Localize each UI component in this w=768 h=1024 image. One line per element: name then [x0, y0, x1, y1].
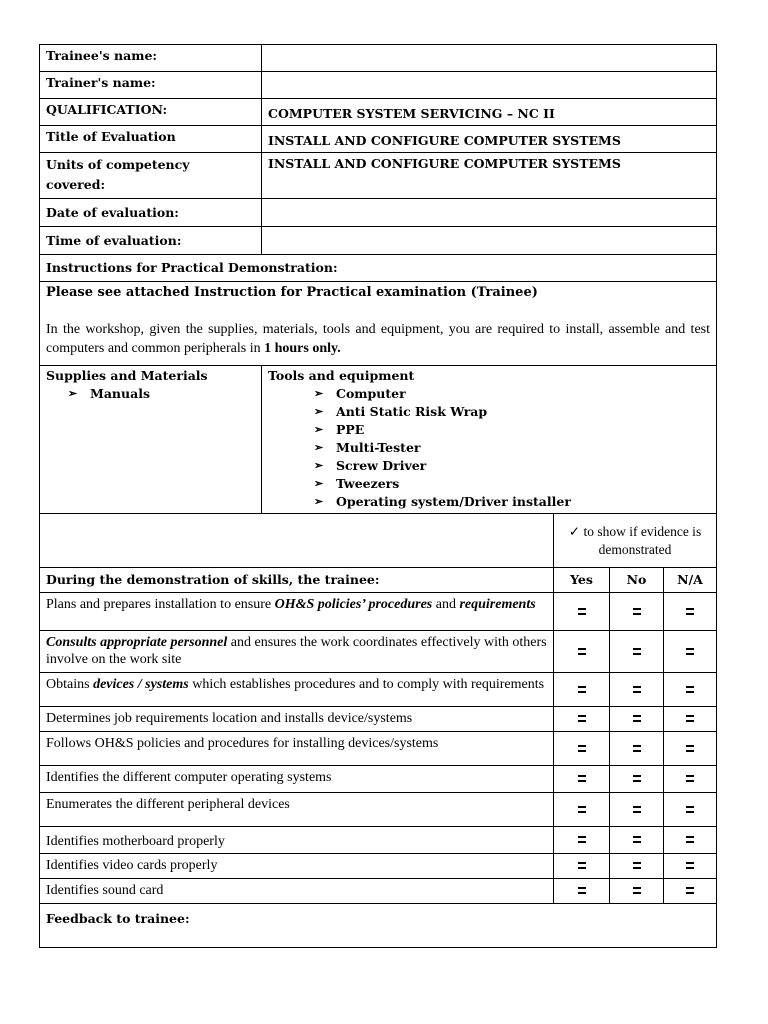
- instructions-body: [40, 282, 717, 366]
- checkbox-icon: [686, 715, 694, 722]
- date-value[interactable]: [262, 199, 717, 227]
- checkbox-icon: [633, 648, 641, 655]
- checkbox-icon: [633, 862, 641, 869]
- checkbox-icon: [578, 775, 586, 782]
- see-attached-text: Please see attached Instruction for Practical examination (Trainee): [46, 285, 538, 300]
- checkbox-icon: [633, 836, 641, 843]
- checkbox-icon: [578, 745, 586, 752]
- instructions-heading: Instructions for Practical Demonstration:: [40, 255, 717, 282]
- criteria-row: [40, 707, 717, 732]
- tools-item: [314, 475, 710, 493]
- checkbox-yes[interactable]: [554, 854, 610, 879]
- qualification-row: [40, 99, 717, 126]
- checkbox-no[interactable]: [610, 593, 664, 631]
- feedback-label[interactable]: Feedback to trainee:: [40, 904, 717, 948]
- supplies-heading: Supplies and Materials: [46, 368, 208, 383]
- criteria-row: [40, 766, 717, 793]
- checkbox-icon: [578, 887, 586, 894]
- supplies-tools-row: [40, 366, 717, 514]
- checkbox-na[interactable]: [664, 732, 717, 766]
- time-value[interactable]: [262, 227, 717, 255]
- criteria-text: Identifies the different computer operating systems: [40, 766, 554, 793]
- checkbox-icon: [578, 806, 586, 813]
- criteria-row: [40, 879, 717, 904]
- checkbox-icon: [633, 745, 641, 752]
- checkbox-no[interactable]: [610, 879, 664, 904]
- arrow-bullet-icon: ➢: [314, 387, 324, 400]
- criteria-text: Identifies motherboard properly: [40, 827, 554, 854]
- col-yes-header: Yes: [554, 568, 610, 593]
- arrow-bullet-icon: ➢: [314, 459, 324, 472]
- units-row: [40, 153, 717, 199]
- trainee-name-label: Trainee's name:: [40, 45, 262, 72]
- criteria-text: [40, 673, 554, 707]
- checkbox-icon: [633, 887, 641, 894]
- instructions-paragraph-text: In the workshop, given the supplies, materials, tools and equipment, you are required to install, assemble and test computers and common peripherals in: [46, 322, 710, 356]
- checkbox-no[interactable]: [610, 854, 664, 879]
- criteria-text: [40, 631, 554, 673]
- checkbox-na[interactable]: [664, 766, 717, 793]
- supplies-item-label: Manuals: [90, 386, 150, 401]
- checkbox-no[interactable]: [610, 707, 664, 732]
- instructions-paragraph: [46, 320, 710, 358]
- checkbox-yes[interactable]: [554, 673, 610, 707]
- trainer-name-label: Trainer's name:: [40, 72, 262, 99]
- col-na-header: N/A: [664, 568, 717, 593]
- supplies-item: [46, 385, 255, 403]
- checkbox-icon: [686, 862, 694, 869]
- checkbox-na[interactable]: [664, 854, 717, 879]
- arrow-bullet-icon: ➢: [68, 387, 78, 400]
- units-value: INSTALL AND CONFIGURE COMPUTER SYSTEMS: [262, 153, 717, 199]
- criteria-text: Identifies video cards properly: [40, 854, 554, 879]
- evidence-note-text: to show if evidence is demonstrated: [583, 523, 702, 557]
- checkbox-icon: [686, 775, 694, 782]
- checkbox-icon: [578, 686, 586, 693]
- tools-item: [314, 385, 710, 403]
- checkbox-yes[interactable]: [554, 593, 610, 631]
- supplies-cell: [40, 366, 262, 514]
- tools-item: [314, 421, 710, 439]
- tools-item-label: Screw Driver: [336, 458, 427, 473]
- instructions-heading-row: [40, 255, 717, 282]
- checkbox-yes[interactable]: [554, 827, 610, 854]
- tools-heading: Tools and equipment: [268, 368, 415, 383]
- tools-item-label: PPE: [336, 422, 365, 437]
- evaluation-form: [39, 44, 716, 948]
- checkbox-na[interactable]: [664, 793, 717, 827]
- checkbox-icon: [686, 836, 694, 843]
- tools-list: [268, 385, 710, 511]
- trainer-name-value[interactable]: [262, 72, 717, 99]
- date-label: Date of evaluation:: [40, 199, 262, 227]
- checkbox-icon: [633, 775, 641, 782]
- tools-item: [314, 439, 710, 457]
- criteria-text-plain: and: [432, 597, 460, 612]
- tools-item: [314, 493, 710, 511]
- criteria-row: [40, 631, 717, 673]
- tools-cell: [262, 366, 717, 514]
- evaluation-table: [39, 44, 717, 948]
- date-row: [40, 199, 717, 227]
- checkbox-icon: [633, 686, 641, 693]
- trainee-name-row: [40, 45, 717, 72]
- criteria-header-row: [40, 568, 717, 593]
- qualification-label: QUALIFICATION:: [40, 99, 262, 126]
- tools-item: [314, 403, 710, 421]
- instructions-duration: 1 hours only.: [264, 341, 341, 356]
- criteria-row: [40, 673, 717, 707]
- checkbox-icon: [633, 806, 641, 813]
- checkbox-na[interactable]: [664, 631, 717, 673]
- evidence-note-spacer: [40, 514, 554, 568]
- arrow-bullet-icon: ➢: [314, 405, 324, 418]
- criteria-row: [40, 854, 717, 879]
- criteria-text-plain: Plans and prepares installation to ensure: [46, 597, 275, 612]
- checkbox-icon: [578, 715, 586, 722]
- checkbox-icon: [686, 648, 694, 655]
- checkbox-icon: [578, 608, 586, 615]
- checkbox-yes[interactable]: [554, 732, 610, 766]
- tools-item-label: Anti Static Risk Wrap: [336, 404, 488, 419]
- checkbox-icon: [686, 686, 694, 693]
- time-row: [40, 227, 717, 255]
- arrow-bullet-icon: ➢: [314, 477, 324, 490]
- evidence-note: [554, 514, 717, 568]
- time-label: Time of evaluation:: [40, 227, 262, 255]
- criteria-text-emphasis: OH&S policies’ procedures: [274, 597, 433, 612]
- criteria-text: Determines job requirements location and installs device/systems: [40, 707, 554, 732]
- arrow-bullet-icon: ➢: [314, 441, 324, 454]
- criteria-text-emphasis: Consults appropriate personnel: [46, 635, 228, 650]
- checkbox-no[interactable]: [610, 732, 664, 766]
- criteria-text: Follows OH&S policies and procedures for installing devices/systems: [40, 732, 554, 766]
- trainee-name-value[interactable]: [262, 45, 717, 72]
- criteria-text-plain: which establishes procedures and to comply with requirements: [188, 677, 545, 692]
- criteria-row: [40, 827, 717, 854]
- criteria-row: [40, 793, 717, 827]
- criteria-text: [40, 593, 554, 631]
- criteria-text-plain: and ensures the work coordinates effectively with others involve on the work site: [46, 635, 547, 667]
- title-label: Title of Evaluation: [40, 126, 262, 153]
- checkbox-icon: [578, 836, 586, 843]
- checkbox-na[interactable]: [664, 593, 717, 631]
- checkbox-icon: [578, 648, 586, 655]
- tools-item-label: Operating system/Driver installer: [336, 494, 571, 509]
- title-row: [40, 126, 717, 153]
- checkbox-icon: [633, 608, 641, 615]
- checkbox-yes[interactable]: [554, 793, 610, 827]
- feedback-row: [40, 904, 717, 948]
- checkbox-yes[interactable]: [554, 631, 610, 673]
- checkbox-no[interactable]: [610, 827, 664, 854]
- checkbox-yes[interactable]: [554, 707, 610, 732]
- checkbox-na[interactable]: [664, 827, 717, 854]
- criteria-row: [40, 593, 717, 631]
- checkbox-icon: [686, 608, 694, 615]
- tools-item-label: Tweezers: [336, 476, 400, 491]
- col-no-header: No: [610, 568, 664, 593]
- checkbox-icon: [686, 745, 694, 752]
- check-mark-icon: ✓: [568, 523, 581, 539]
- trainer-name-row: [40, 72, 717, 99]
- checkbox-na[interactable]: [664, 673, 717, 707]
- title-value: INSTALL AND CONFIGURE COMPUTER SYSTEMS: [262, 126, 717, 153]
- checkbox-icon: [686, 887, 694, 894]
- criteria-header: During the demonstration of skills, the trainee:: [40, 568, 554, 593]
- units-label: [40, 153, 262, 199]
- checkbox-no[interactable]: [610, 673, 664, 707]
- criteria-text-emphasis: requirements: [459, 597, 536, 612]
- checkbox-no[interactable]: [610, 766, 664, 793]
- tools-item-label: Multi-Tester: [336, 440, 421, 455]
- arrow-bullet-icon: ➢: [314, 495, 324, 508]
- checkbox-icon: [633, 715, 641, 722]
- instructions-body-row: [40, 282, 717, 366]
- checkbox-na[interactable]: [664, 707, 717, 732]
- qualification-value: COMPUTER SYSTEM SERVICING – NC II: [262, 99, 717, 126]
- criteria-text: Identifies sound card: [40, 879, 554, 904]
- criteria-text-emphasis: devices / systems: [93, 677, 189, 692]
- checkbox-no[interactable]: [610, 793, 664, 827]
- tools-item-label: Computer: [336, 386, 406, 401]
- evidence-note-row: [40, 514, 717, 568]
- criteria-text: Enumerates the different peripheral devices: [40, 793, 554, 827]
- criteria-text-plain: Obtains: [46, 677, 94, 692]
- checkbox-na[interactable]: [664, 879, 717, 904]
- checkbox-no[interactable]: [610, 631, 664, 673]
- checkbox-icon: [578, 862, 586, 869]
- checkbox-yes[interactable]: [554, 879, 610, 904]
- tools-item: [314, 457, 710, 475]
- units-label-line2: covered:: [46, 177, 106, 192]
- arrow-bullet-icon: ➢: [314, 423, 324, 436]
- checkbox-yes[interactable]: [554, 766, 610, 793]
- units-label-line1: Units of competency: [46, 157, 190, 172]
- criteria-row: [40, 732, 717, 766]
- checkbox-icon: [686, 806, 694, 813]
